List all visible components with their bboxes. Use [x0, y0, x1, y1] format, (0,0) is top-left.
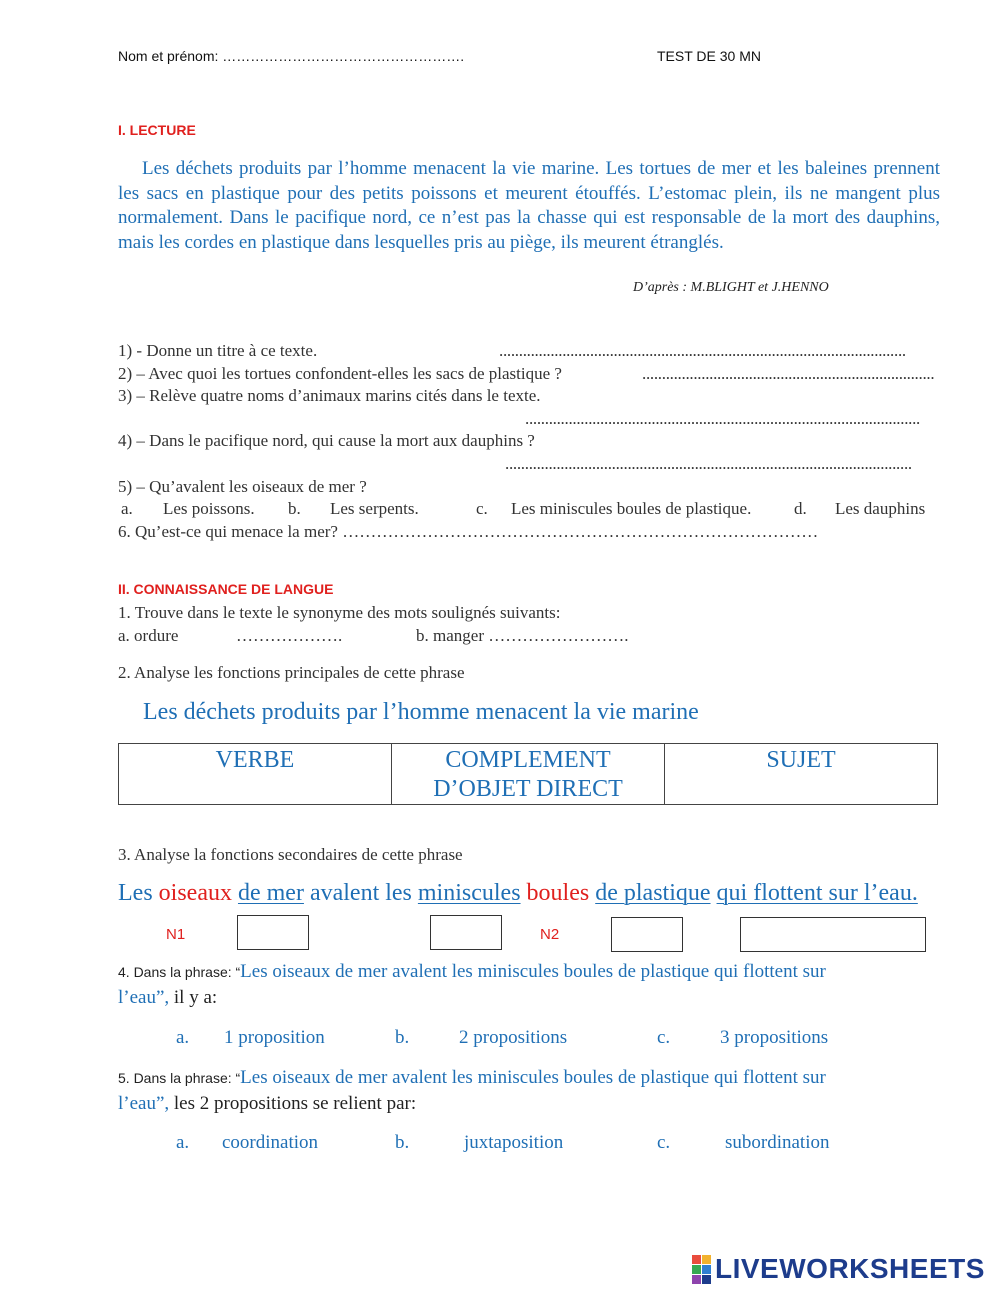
ex4-tail: il y a: [169, 987, 218, 1008]
q5-option-a[interactable]: Les poissons. [163, 499, 255, 518]
answer-box-de-plastique[interactable] [611, 917, 683, 952]
ex4-option-b-letter: b. [395, 1027, 410, 1048]
passage-source: D’après : M.BLIGHT et J.HENNO [633, 280, 829, 295]
q5-option-c-letter: c. [476, 499, 488, 518]
ex4-quote-line1: Les oiseaux de mer avalent les miniscules boules de plastique qui flottent sur [240, 961, 826, 982]
q5-option-b[interactable]: Les serpents. [330, 499, 419, 518]
ex5-quote-line1: Les oiseaux de mer avalent les miniscules boules de plastique qui flottent sur [240, 1067, 826, 1088]
answer-line-4[interactable]: ....................................................................................................... [505, 454, 912, 473]
ex3-sentence [118, 880, 918, 907]
word-boules: boules [526, 880, 590, 906]
word-oiseaux: oiseaux [158, 880, 232, 906]
answer-box-miniscules[interactable] [430, 915, 502, 950]
header-sujet[interactable]: SUJET [665, 744, 938, 805]
question-2: 2) – Avec quoi les tortues confondent-elles les sacs de plastique ? [118, 364, 562, 383]
word-de-plastique: de plastique [595, 880, 711, 906]
word-miniscules: miniscules [417, 880, 521, 906]
word-relative-clause: qui flottent sur l’eau. [716, 880, 918, 906]
ex5-tail: les 2 propositions se relient par: [169, 1093, 417, 1114]
ex4-option-a-letter: a. [176, 1027, 190, 1048]
test-duration-label: TEST DE 30 MN [657, 48, 761, 64]
ex4-option-c[interactable]: 3 propositions [720, 1027, 829, 1048]
ex1-a-label: a. ordure [118, 626, 179, 645]
liveworksheets-logo-icon [692, 1255, 711, 1284]
answer-line-2[interactable]: .......................................................................... [642, 364, 935, 383]
question-4: 4) – Dans le pacifique nord, qui cause la mort aux dauphins ? [118, 431, 535, 450]
q5-option-c[interactable]: Les miniscules boules de plastique. [511, 499, 752, 518]
q5-option-b-letter: b. [288, 499, 301, 518]
q5-option-d[interactable]: Les dauphins [835, 499, 926, 518]
header-cod[interactable]: COMPLEMENT D’OBJET DIRECT [392, 744, 665, 805]
n1-label: N1 [166, 926, 186, 943]
answer-line-3[interactable]: .................................................................................................... [525, 409, 921, 428]
section-langue-title: II. CONNAISSANCE DE LANGUE [118, 581, 334, 597]
ex4-line1 [118, 961, 826, 983]
q5-option-d-letter: d. [794, 499, 807, 518]
question-3: 3) – Relève quatre noms d’animaux marins cités dans le texte. [118, 386, 541, 405]
word-les: Les [118, 880, 153, 906]
ex5-option-b[interactable]: juxtaposition [464, 1132, 564, 1153]
ex5-option-b-letter: b. [395, 1132, 410, 1153]
n2-label: N2 [540, 926, 560, 943]
reading-passage: Les déchets produits par l’homme menacent la vie marine. Les tortues de mer et les baleines prennent les sacs en plastique pour des petits poissons et meurent étouffés. L’estomac plein, ils ne mangent plus normalement. Dans le pacifique nord, ce n’est pas la chasse qui est responsable de la mort des dauphins, mais les cordes en plastique dans lesquelles pris au piège, ils meurent étranglés. [118, 158, 940, 253]
ex3-prompt: 3. Analyse la fonctions secondaires de cette phrase [118, 845, 463, 864]
ex2-prompt: 2. Analyse les fonctions principales de cette phrase [118, 663, 465, 682]
liveworksheets-logo-text: LIVEWORKSHEETS [715, 1253, 985, 1284]
ex5-quote-line2: l’eau”, [118, 1093, 170, 1114]
word-avalent-les: avalent les [309, 880, 412, 906]
ex1-prompt: 1. Trouve dans le texte le synonyme des mots soulignés suivants: [118, 603, 561, 622]
ex1-b-label[interactable]: b. manger ……………………. [416, 626, 629, 645]
name-field-label: Nom et prénom: ……………………………………………. [118, 48, 465, 64]
ex5-option-a-letter: a. [176, 1132, 190, 1153]
question-6[interactable]: 6. Qu’est-ce qui menace la mer? ………………………………………………………………………… [118, 522, 819, 541]
answer-line-1[interactable]: ....................................................................................................... [499, 341, 906, 360]
ex2-sentence: Les déchets produits par l’homme menacent la vie marine [143, 699, 699, 725]
ex5-option-a[interactable]: coordination [222, 1132, 319, 1153]
header-verbe[interactable]: VERBE [119, 744, 392, 805]
liveworksheets-logo [692, 1253, 985, 1285]
ex1-a-answer[interactable]: ………………. [236, 626, 343, 645]
question-5: 5) – Qu’avalent les oiseaux de mer ? [118, 477, 367, 496]
q5-option-a-letter: a. [121, 499, 133, 518]
ex5-line2 [118, 1093, 416, 1115]
answer-box-relative-clause[interactable] [740, 917, 926, 952]
ex4-quote-line2: l’eau”, [118, 987, 170, 1008]
ex5-lead: 5. Dans la phrase: “ [118, 1070, 241, 1086]
word-de-mer: de mer [237, 880, 304, 906]
ex4-option-b[interactable]: 2 propositions [459, 1027, 568, 1048]
ex4-lead: 4. Dans la phrase: “ [118, 964, 241, 980]
functions-table [118, 743, 938, 805]
ex5-option-c[interactable]: subordination [725, 1132, 830, 1153]
ex4-line2 [118, 987, 217, 1009]
ex5-option-c-letter: c. [657, 1132, 671, 1153]
ex5-line1 [118, 1067, 826, 1089]
question-1: 1) - Donne un titre à ce texte. [118, 341, 318, 360]
ex4-option-c-letter: c. [657, 1027, 671, 1048]
answer-box-de-mer[interactable] [237, 915, 309, 950]
section-lecture-title: I. LECTURE [118, 122, 196, 138]
ex4-option-a[interactable]: 1 proposition [224, 1027, 325, 1048]
